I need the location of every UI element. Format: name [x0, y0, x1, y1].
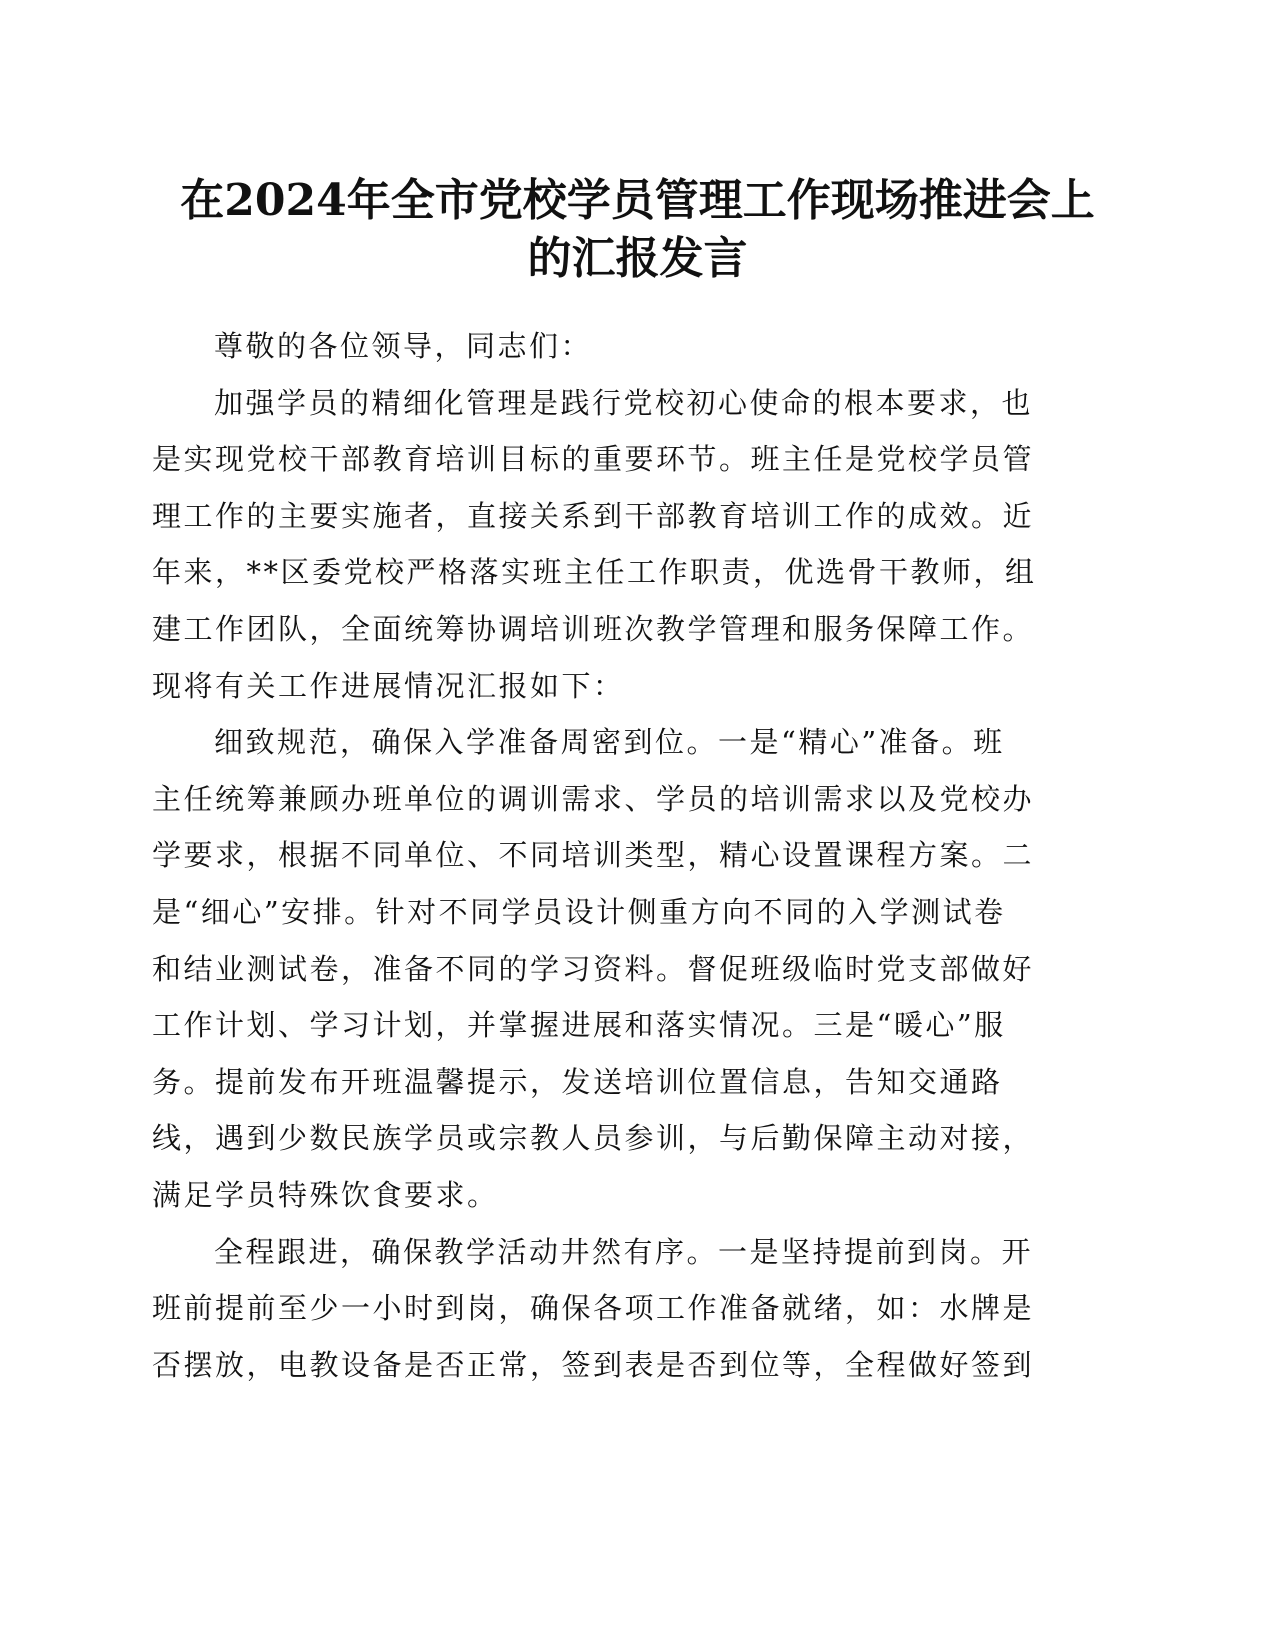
body-line: 建工作团队，全面统筹协调培训班次教学管理和服务保障工作。	[152, 611, 1035, 646]
body-line: 学要求，根据不同单位、不同培训类型，精心设置课程方案。二	[152, 838, 1035, 873]
title-line-1: 在2024年全市党校学员管理工作现场推进会上	[180, 175, 1095, 226]
body-line: 满足学员特殊饮食要求。	[152, 1177, 499, 1212]
body-line: 加强学员的精细化管理是践行党校初心使命的根本要求，也	[214, 385, 1034, 420]
body-line: 工作计划、学习计划，并掌握进展和落实情况。三是“暖心”服	[152, 1008, 1006, 1043]
body-line: 线，遇到少数民族学员或宗教人员参训，与后勤保障主动对接，	[152, 1121, 1035, 1156]
body-line: 全程跟进，确保教学活动井然有序。一是坚持提前到岗。开	[214, 1234, 1034, 1269]
body-line: 理工作的主要实施者，直接关系到干部教育培训工作的成效。近	[152, 498, 1035, 533]
document-title	[140, 172, 1135, 288]
document-body	[152, 318, 1087, 1393]
body-line: 班前提前至少一小时到岗，确保各项工作准备就绪，如：水牌是	[152, 1291, 1035, 1326]
body-line: 是“细心”安排。针对不同学员设计侧重方向不同的入学测试卷	[152, 894, 1006, 929]
body-line: 年来，**区委党校严格落实班主任工作职责，优选骨干教师，组	[152, 555, 1037, 590]
title-line-2: 的汇报发言	[527, 233, 748, 284]
body-line: 和结业测试卷，准备不同的学习资料。督促班级临时党支部做好	[152, 951, 1035, 986]
body-line: 尊敬的各位领导，同志们：	[214, 329, 593, 363]
body-line: 细致规范，确保入学准备周密到位。一是“精心”准备。班	[214, 725, 1005, 760]
body-line: 是实现党校干部教育培训目标的重要环节。班主任是党校学员管	[152, 442, 1035, 477]
body-line: 务。提前发布开班温馨提示，发送培训位置信息，告知交通路	[152, 1064, 1003, 1099]
body-line: 主任统筹兼顾办班单位的调训需求、学员的培训需求以及党校办	[152, 781, 1035, 816]
body-line: 现将有关工作进展情况汇报如下：	[152, 668, 625, 703]
body-line: 否摆放，电教设备是否正常，签到表是否到位等，全程做好签到	[152, 1347, 1035, 1382]
